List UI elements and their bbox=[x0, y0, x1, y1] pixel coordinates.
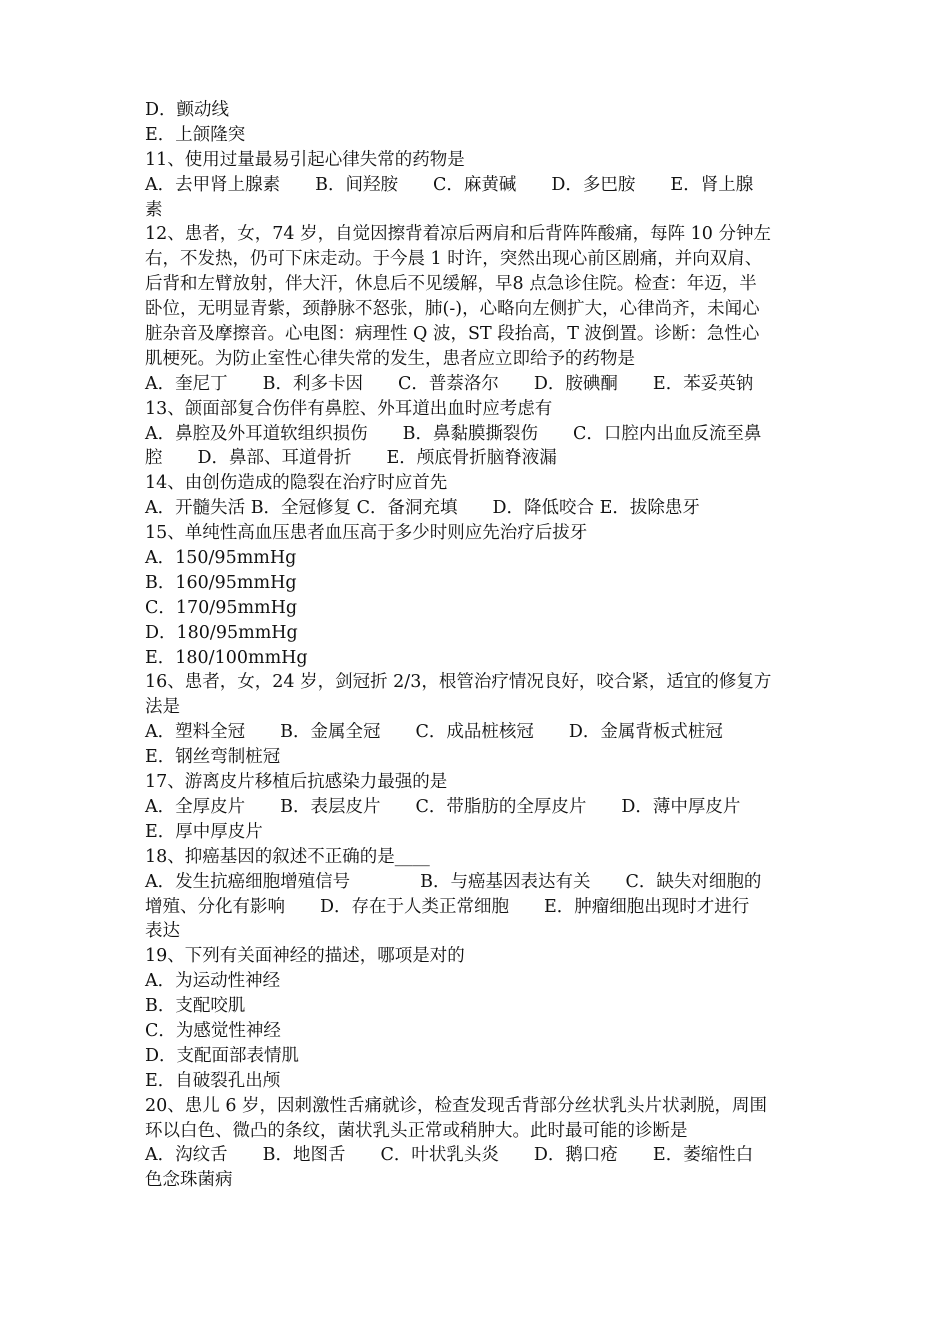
text-line: E．自破裂孔出颅 bbox=[145, 1070, 281, 1091]
text-line: D．180/95mmHg bbox=[145, 622, 298, 643]
text-line: 14、由创伤造成的隐裂在治疗时应首先 bbox=[145, 473, 448, 494]
text-line: A．发生抗癌细胞增殖信号 B．与癌基因表达有关 C．缺失对细胞的 bbox=[145, 871, 762, 892]
text-line: 17、游离皮片移植后抗感染力最强的是 bbox=[145, 772, 448, 793]
text-line: A．鼻腔及外耳道软组织损伤 B．鼻黏膜撕裂伤 C．口腔内出血反流至鼻 bbox=[145, 423, 762, 444]
text-line: 右，不发热，仍可下床走动。于今晨 1 时许，突然出现心前区剧痛，并向双肩、 bbox=[145, 249, 763, 270]
text-line: C．为感觉性神经 bbox=[145, 1020, 281, 1041]
text-line: 后背和左臂放射，伴大汗，休息后不见缓解，早8 点急诊住院。检查：年迈，半 bbox=[145, 274, 757, 295]
text-line: E．厚中厚皮片 bbox=[145, 821, 263, 842]
text-line: 11、使用过量最易引起心律失常的药物是 bbox=[145, 149, 465, 170]
text-line: 肌梗死。为防止室性心律失常的发生，患者应立即给予的药物是 bbox=[145, 348, 635, 369]
text-line: A．奎尼丁 B．利多卡因 C．普萘洛尔 D．胺碘酮 E．苯妥英钠 bbox=[145, 373, 754, 394]
text-line: 法是 bbox=[145, 697, 180, 718]
text-line: D．颤动线 bbox=[145, 100, 230, 120]
text-line: 18、抑癌基因的叙述不正确的是____ bbox=[145, 846, 430, 867]
text-line: A．全厚皮片 B．表层皮片 C．带脂肪的全厚皮片 D．薄中厚皮片 bbox=[145, 796, 741, 817]
text-line: 卧位，无明显青紫，颈静脉不怒张，肺(-)，心略向左侧扩大，心律尚齐，未闻心 bbox=[145, 299, 760, 320]
text-line: 13、颌面部复合伤伴有鼻腔、外耳道出血时应考虑有 bbox=[145, 398, 553, 419]
text-line: A．塑料全冠 B．金属全冠 C．成品桩核冠 D．金属背板式桩冠 bbox=[145, 722, 723, 743]
text-line: 20、患儿 6 岁，因刺激性舌痛就诊，检查发现舌背部分丝状乳头片状剥脱，周围 bbox=[145, 1095, 768, 1116]
text-line: 素 bbox=[145, 199, 163, 220]
text-line: D．支配面部表情肌 bbox=[145, 1045, 300, 1066]
text-line: E．钢丝弯制桩冠 bbox=[145, 747, 281, 768]
text-line: E．上颌隆突 bbox=[145, 124, 246, 145]
text-line: 19、下列有关面神经的描述，哪项是对的 bbox=[145, 946, 465, 967]
text-line: A．沟纹舌 B．地图舌 C．叶状乳头炎 D．鹅口疮 E．萎缩性白 bbox=[145, 1145, 754, 1166]
text-line: B．支配咬肌 bbox=[145, 996, 246, 1017]
text-line: A．开髓失活 B．全冠修复 C．备洞充填 D．降低咬合 E．拔除患牙 bbox=[145, 498, 700, 519]
text-line: 12、患者，女，74 岁，自觉因擦背着凉后两肩和后背阵阵酸痛，每阵 10 分钟左 bbox=[145, 224, 771, 245]
text-line: A．150/95mmHg bbox=[145, 548, 297, 569]
text-line: 脏杂音及摩擦音。心电图：病理性 Q 波，ST 段抬高，T 波倒置。诊断：急性心 bbox=[145, 324, 760, 345]
text-line: 环以白色、微凸的条纹，菌状乳头正常或稍肿大。此时最可能的诊断是 bbox=[145, 1120, 688, 1141]
text-line: 腔 D．鼻部、耳道骨折 E．颅底骨折脑脊液漏 bbox=[145, 448, 557, 469]
text-line: 15、单纯性高血压患者血压高于多少时则应先治疗后拔牙 bbox=[145, 523, 588, 544]
text-line: E．180/100mmHg bbox=[145, 647, 308, 668]
text-line: C．170/95mmHg bbox=[145, 597, 298, 618]
text-line: 16、患者，女，24 岁，剑冠折 2/3，根管治疗情况良好，咬合紧，适宜的修复方 bbox=[145, 672, 772, 693]
text-line: 色念珠菌病 bbox=[145, 1170, 233, 1191]
text-line: 增殖、分化有影响 D．存在于人类正常细胞 E．肿瘤细胞出现时才进行 bbox=[145, 896, 750, 917]
text-line: A．为运动性神经 bbox=[145, 971, 281, 992]
text-line: 表达 bbox=[145, 921, 180, 942]
text-line: B．160/95mmHg bbox=[145, 572, 297, 593]
document-page bbox=[145, 98, 815, 1193]
text-line: A．去甲肾上腺素 B．间羟胺 C．麻黄碱 D．多巴胺 E．肾上腺 bbox=[145, 174, 754, 195]
